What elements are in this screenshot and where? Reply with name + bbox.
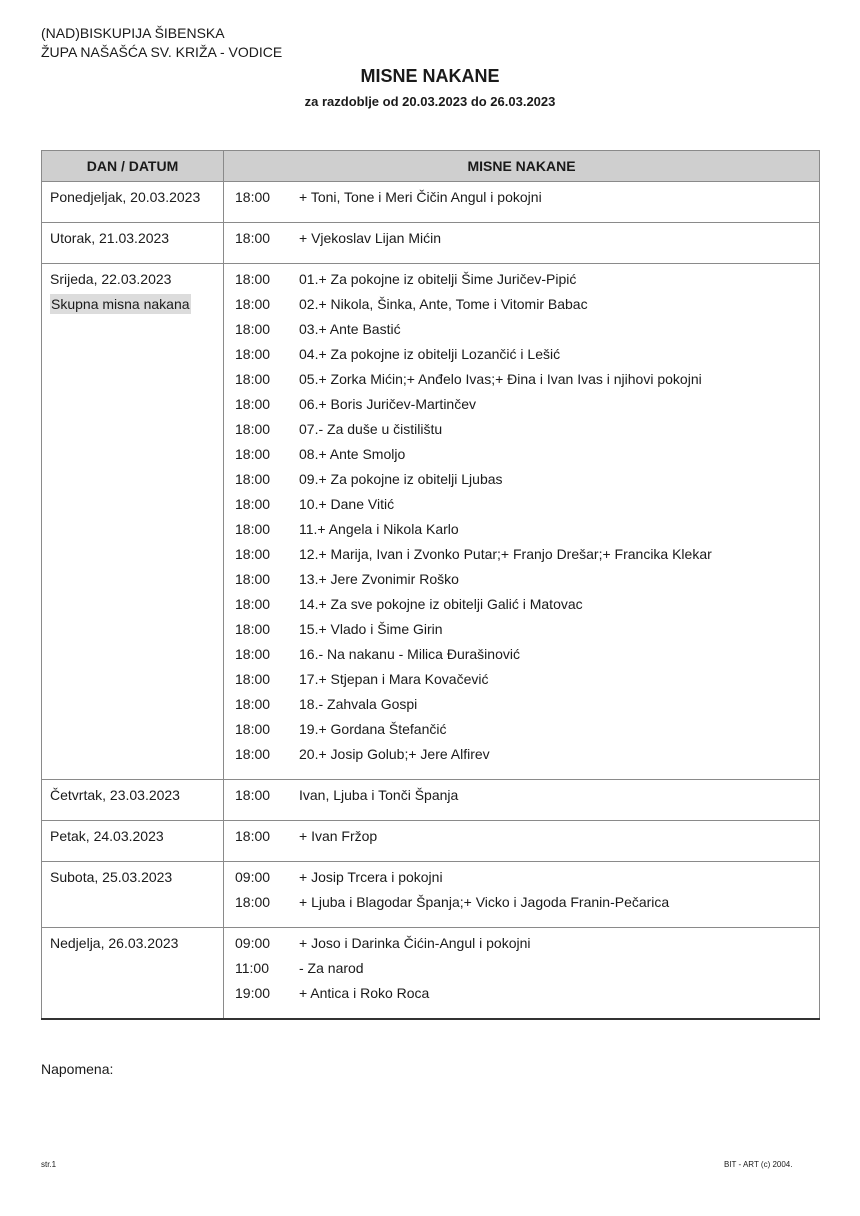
day-cell — [42, 780, 224, 821]
intention-entry — [224, 185, 819, 210]
intention-entry — [224, 317, 819, 342]
mass-time: 09:00 — [235, 935, 271, 951]
intention-text: 08.+ Ante Smoljo — [299, 446, 406, 462]
mass-time: 18:00 — [235, 671, 271, 687]
table-row — [42, 182, 820, 223]
intention-text: 20.+ Josip Golub;+ Jere Alfirev — [299, 746, 490, 762]
intention-text: 16.- Na nakanu - Milica Đurašinović — [299, 646, 520, 662]
mass-time: 18:00 — [235, 296, 271, 312]
intention-entry — [224, 717, 819, 742]
table-row — [42, 928, 820, 1020]
intention-text: 07.- Za duše u čistilištu — [299, 421, 443, 437]
table-row — [42, 264, 820, 780]
intention-text: 14.+ Za sve pokojne iz obitelji Galić i Matovac — [299, 596, 583, 612]
diocese-name: (NAD)BISKUPIJA ŠIBENSKA — [41, 25, 225, 41]
intention-text: 11.+ Angela i Nikola Karlo — [299, 521, 459, 537]
intention-entry — [224, 667, 819, 692]
mass-time: 18:00 — [235, 496, 271, 512]
intention-text: 18.- Zahvala Gospi — [299, 696, 418, 712]
day-date: Srijeda, 22.03.2023 — [50, 271, 172, 287]
mass-time: 18:00 — [235, 521, 271, 537]
intention-text: + Joso i Darinka Čićin-Angul i pokojni — [299, 935, 531, 951]
intention-text: 09.+ Za pokojne iz obitelji Ljubas — [299, 471, 503, 487]
intentions-cell — [224, 264, 820, 780]
intention-entry — [224, 890, 819, 915]
day-date: Petak, 24.03.2023 — [50, 828, 164, 844]
intention-text: 12.+ Marija, Ivan i Zvonko Putar;+ Franjo Drešar;+ Francika Klekar — [299, 546, 712, 562]
column-header-intentions: MISNE NAKANE — [224, 151, 820, 182]
mass-time: 18:00 — [235, 696, 271, 712]
intention-text: 01.+ Za pokojne iz obitelji Šime Juričev-Pipić — [299, 271, 577, 287]
mass-time: 18:00 — [235, 321, 271, 337]
mass-time: 18:00 — [235, 894, 271, 910]
mass-time: 18:00 — [235, 346, 271, 362]
note-label: Napomena: — [41, 1061, 114, 1077]
intention-text: 04.+ Za pokojne iz obitelji Lozančić i Lešić — [299, 346, 561, 362]
day-cell — [42, 862, 224, 928]
mass-time: 18:00 — [235, 271, 271, 287]
mass-time: 18:00 — [235, 189, 271, 205]
day-date: Ponedjeljak, 20.03.2023 — [50, 189, 201, 205]
day-cell — [42, 223, 224, 264]
intention-entry — [224, 783, 819, 808]
day-cell — [42, 821, 224, 862]
mass-time: 18:00 — [235, 828, 271, 844]
mass-time: 18:00 — [235, 230, 271, 246]
intention-text: 15.+ Vlado i Šime Girin — [299, 621, 443, 637]
intention-entry — [224, 981, 819, 1006]
mass-time: 18:00 — [235, 396, 271, 412]
mass-time: 19:00 — [235, 985, 271, 1001]
intentions-cell — [224, 862, 820, 928]
collective-intention-note: Skupna misna nakana — [51, 296, 190, 312]
organization-header — [41, 24, 282, 62]
intention-text: + Vjekoslav Lijan Mićin — [299, 230, 442, 246]
intentions-cell — [224, 223, 820, 264]
table-row — [42, 780, 820, 821]
mass-time: 18:00 — [235, 787, 271, 803]
intention-entry — [224, 517, 819, 542]
intentions-cell — [224, 780, 820, 821]
intention-entry — [224, 467, 819, 492]
table-header-row — [42, 151, 820, 182]
day-date: Utorak, 21.03.2023 — [50, 230, 170, 246]
table-body — [42, 182, 820, 1020]
mass-time: 18:00 — [235, 721, 271, 737]
intention-text: Ivan, Ljuba i Tonči Španja — [299, 787, 459, 803]
intention-entry — [224, 692, 819, 717]
intention-entry — [224, 824, 819, 849]
intentions-cell — [224, 821, 820, 862]
day-date: Nedjelja, 26.03.2023 — [50, 935, 179, 951]
page-number: str.1 — [41, 1160, 57, 1169]
mass-time: 18:00 — [235, 446, 271, 462]
intention-text: - Za narod — [299, 960, 364, 976]
intention-text: 19.+ Gordana Štefančić — [299, 721, 447, 737]
intention-entry — [224, 417, 819, 442]
intention-text: + Toni, Tone i Meri Čičin Angul i pokojni — [299, 189, 542, 205]
table-row — [42, 862, 820, 928]
mass-time: 18:00 — [235, 571, 271, 587]
intention-entry — [224, 642, 819, 667]
day-date: Četvrtak, 23.03.2023 — [50, 787, 180, 803]
mass-time: 18:00 — [235, 546, 271, 562]
intention-text: + Ivan Fržop — [299, 828, 378, 844]
intention-entry — [224, 865, 819, 890]
intentions-cell — [224, 182, 820, 223]
mass-time: 11:00 — [235, 960, 269, 976]
intention-text: 13.+ Jere Zvonimir Roško — [299, 571, 459, 587]
intention-entry — [224, 442, 819, 467]
table-row — [42, 821, 820, 862]
day-cell — [42, 264, 224, 780]
copyright-text: BIT - ART (c) 2004. — [724, 1160, 793, 1169]
column-header-day: DAN / DATUM — [42, 151, 224, 182]
mass-time: 18:00 — [235, 471, 271, 487]
intention-text: 03.+ Ante Bastić — [299, 321, 401, 337]
intention-text: 17.+ Stjepan i Mara Kovačević — [299, 671, 489, 687]
intention-entry — [224, 931, 819, 956]
mass-time: 18:00 — [235, 371, 271, 387]
intention-entry — [224, 367, 819, 392]
mass-time: 09:00 — [235, 869, 271, 885]
intention-entry — [224, 592, 819, 617]
intention-text: 05.+ Zorka Mićin;+ Anđelo Ivas;+ Đina i Ivan Ivas i njihovi pokojni — [299, 371, 702, 387]
intention-entry — [224, 567, 819, 592]
page-subtitle: za razdoblje od 20.03.2023 do 26.03.2023 — [304, 94, 556, 109]
intentions-cell — [224, 928, 820, 1020]
intention-entry — [224, 292, 819, 317]
intentions-table — [41, 150, 820, 1020]
intention-text: 02.+ Nikola, Šinka, Ante, Tome i Vitomir Babac — [299, 296, 588, 312]
intention-entry — [224, 342, 819, 367]
intention-text: 06.+ Boris Juričev-Martinčev — [299, 396, 477, 412]
intention-entry — [224, 226, 819, 251]
mass-time: 18:00 — [235, 421, 271, 437]
intention-entry — [224, 617, 819, 642]
intention-entry — [224, 492, 819, 517]
mass-time: 18:00 — [235, 746, 271, 762]
day-cell — [42, 928, 224, 1020]
day-cell — [42, 182, 224, 223]
mass-time: 18:00 — [235, 621, 271, 637]
intention-text: 10.+ Dane Vitić — [299, 496, 395, 512]
table-row — [42, 223, 820, 264]
parish-name: ŽUPA NAŠAŠĆA SV. KRIŽA - VODICE — [41, 44, 283, 60]
mass-time: 18:00 — [235, 646, 271, 662]
day-date: Subota, 25.03.2023 — [50, 869, 173, 885]
intention-entry — [224, 392, 819, 417]
intention-entry — [224, 742, 819, 767]
intention-text: + Ljuba i Blagodar Španja;+ Vicko i Jagoda Franin-Pečarica — [299, 894, 670, 910]
intention-entry — [224, 542, 819, 567]
mass-time: 18:00 — [235, 596, 271, 612]
intention-text: + Josip Trcera i pokojni — [299, 869, 443, 885]
page-title: MISNE NAKANE — [360, 66, 500, 86]
intention-entry — [224, 956, 819, 981]
intention-text: + Antica i Roko Roca — [299, 985, 430, 1001]
intention-entry — [224, 267, 819, 292]
